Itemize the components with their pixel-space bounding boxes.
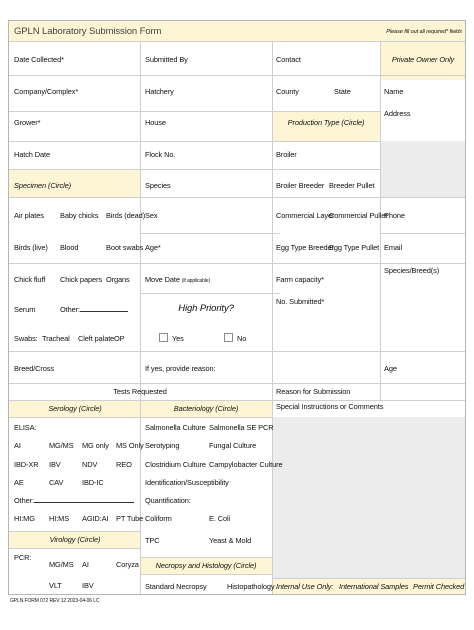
cav-option[interactable]: CAV bbox=[49, 478, 64, 487]
ai-elisa-option[interactable]: AI bbox=[14, 441, 21, 450]
chick-fluff-option[interactable]: Chick fluff bbox=[14, 275, 46, 284]
high-priority-label: High Priority? bbox=[178, 303, 234, 314]
sex-field[interactable]: Sex bbox=[145, 211, 158, 220]
move-date-note: (if applicable) bbox=[181, 278, 211, 284]
form-title: GPLN Laboratory Submission Form bbox=[14, 26, 162, 37]
pttube-option[interactable]: PT Tube bbox=[116, 514, 144, 523]
broiler-option[interactable]: Broiler bbox=[276, 150, 297, 159]
clostridium-culture-option[interactable]: Clostridium Culture bbox=[145, 460, 206, 469]
salmonella-se-pcr-option[interactable]: Salmonella SE PCR bbox=[209, 423, 274, 432]
ibdic-option[interactable]: IBD-IC bbox=[82, 478, 104, 487]
cleft-palate-option[interactable]: Cleft palate bbox=[78, 334, 115, 343]
coliform-option[interactable]: Coliform bbox=[145, 514, 172, 523]
priority-reason-field[interactable]: If yes, provide reason: bbox=[145, 364, 216, 373]
phone-field[interactable]: Phone bbox=[384, 211, 405, 220]
egg-type-breeder-option[interactable]: Egg Type Breeder bbox=[276, 243, 334, 252]
necropsy-header: Necropsy and Histology (Circle) bbox=[155, 561, 257, 570]
pcr-label: PCR: bbox=[14, 553, 32, 562]
identification-option[interactable]: Identification/Susceptibility bbox=[145, 478, 229, 487]
flock-no-field[interactable]: Flock No. bbox=[145, 150, 176, 159]
international-samples-option[interactable]: International Samples bbox=[339, 582, 409, 591]
grower-field[interactable]: Grower* bbox=[14, 118, 41, 127]
broiler-breeder-option[interactable]: Broiler Breeder bbox=[276, 181, 325, 190]
special-instructions-field[interactable]: Special Instructions or Comments bbox=[276, 402, 384, 411]
pcr-ai-option[interactable]: AI bbox=[82, 560, 89, 569]
other-specimen-field[interactable] bbox=[60, 305, 128, 314]
op-option[interactable]: OP bbox=[114, 334, 125, 343]
mgms-elisa-option[interactable]: MG/MS bbox=[49, 441, 74, 450]
other-specimen-label: Other: bbox=[60, 305, 80, 314]
birds-dead-option[interactable]: Birds (dead) bbox=[106, 211, 146, 220]
comments-shade bbox=[272, 417, 465, 578]
move-date-field[interactable] bbox=[145, 275, 210, 286]
address-shade bbox=[380, 141, 465, 197]
no-submitted-field[interactable]: No. Submitted* bbox=[276, 297, 325, 306]
breed-cross-field[interactable]: Breed/Cross bbox=[14, 364, 54, 373]
email-field[interactable]: Email bbox=[384, 243, 402, 252]
pcr-mgms-option[interactable]: MG/MS bbox=[49, 560, 74, 569]
age-field[interactable]: Age* bbox=[145, 243, 161, 252]
submission-form bbox=[8, 20, 466, 595]
himg-option[interactable]: HI:MG bbox=[14, 514, 35, 523]
coryza-option[interactable]: Coryza bbox=[116, 560, 139, 569]
birds-live-option[interactable]: Birds (live) bbox=[14, 243, 48, 252]
hatch-date-field[interactable]: Hatch Date bbox=[14, 150, 50, 159]
commercial-pullet-option[interactable]: Commercial Pullet bbox=[329, 211, 388, 220]
breeder-pullet-option[interactable]: Breeder Pullet bbox=[329, 181, 375, 190]
address-field[interactable]: Address bbox=[384, 109, 411, 118]
private-owner-header: Private Owner Only bbox=[391, 55, 455, 64]
ndv-option[interactable]: NDV bbox=[82, 460, 98, 469]
serotyping-option[interactable]: Serotyping bbox=[145, 441, 180, 450]
contact-field[interactable]: Contact bbox=[276, 55, 301, 64]
other-test-line bbox=[34, 496, 134, 503]
elisa-label: ELISA: bbox=[14, 423, 37, 432]
farm-capacity-field[interactable]: Farm capacity* bbox=[276, 275, 324, 284]
virology-header: Virology (Circle) bbox=[49, 535, 101, 544]
tracheal-option[interactable]: Tracheal bbox=[42, 334, 70, 343]
submitted-by-field[interactable]: Submitted By bbox=[145, 55, 188, 64]
baby-chicks-option[interactable]: Baby chicks bbox=[60, 211, 99, 220]
ms-only-option[interactable]: MS Only bbox=[116, 441, 144, 450]
campylobacter-culture-option[interactable]: Campylobacter Culture bbox=[209, 460, 283, 469]
mg-only-option[interactable]: MG only bbox=[82, 441, 109, 450]
owner-age-field[interactable]: Age bbox=[384, 364, 397, 373]
serum-option[interactable]: Serum bbox=[14, 305, 36, 314]
ibdxr-option[interactable]: IBD-XR bbox=[14, 460, 39, 469]
egg-type-pullet-option[interactable]: Egg Type Pullet bbox=[329, 243, 380, 252]
salmonella-culture-option[interactable]: Salmonella Culture bbox=[145, 423, 206, 432]
priority-no-checkbox[interactable] bbox=[224, 333, 233, 342]
standard-necropsy-option[interactable]: Standard Necropsy bbox=[145, 582, 207, 591]
ecoli-option[interactable]: E. Coli bbox=[209, 514, 231, 523]
required-note: Please fill out all required* fields bbox=[386, 29, 462, 35]
species-breed-field[interactable]: Species/Breed(s) bbox=[384, 266, 440, 275]
vlt-option[interactable]: VLT bbox=[49, 581, 62, 590]
owner-name-field[interactable]: Name bbox=[384, 87, 404, 96]
reo-option[interactable]: REO bbox=[116, 460, 132, 469]
ae-option[interactable]: AE bbox=[14, 478, 24, 487]
serology-header: Serology (Circle) bbox=[48, 404, 102, 413]
agidai-option[interactable]: AGID:AI bbox=[82, 514, 109, 523]
chick-papers-option[interactable]: Chick papers bbox=[60, 275, 102, 284]
boot-swabs-option[interactable]: Boot swabs bbox=[106, 243, 144, 252]
house-field[interactable]: House bbox=[145, 118, 166, 127]
swabs-label: Swabs: bbox=[14, 334, 38, 343]
other-specimen-line bbox=[80, 305, 128, 312]
tests-requested-header: Tests Requested bbox=[113, 387, 167, 396]
permit-checked-option[interactable]: Permit Checked bbox=[413, 582, 465, 591]
internal-use-label: Internal Use Only: bbox=[276, 582, 334, 591]
ibv-option[interactable]: IBV bbox=[49, 460, 61, 469]
priority-yes-label: Yes bbox=[172, 334, 184, 343]
reason-for-submission-field[interactable]: Reason for Submission bbox=[276, 387, 351, 396]
tpc-option[interactable]: TPC bbox=[145, 536, 160, 545]
move-date-label: Move Date bbox=[145, 275, 180, 284]
pcr-ibv-option[interactable]: IBV bbox=[82, 581, 94, 590]
hatchery-field[interactable]: Hatchery bbox=[145, 87, 174, 96]
form-id: GPLN FORM 072 REV 12 2023-04-06 LC bbox=[10, 598, 100, 604]
other-test-label: Other: bbox=[14, 496, 34, 505]
state-field[interactable]: State bbox=[334, 87, 351, 96]
date-collected-field[interactable]: Date Collected* bbox=[14, 55, 64, 64]
bacteriology-header: Bacteriology (Circle) bbox=[173, 404, 239, 413]
blood-option[interactable]: Blood bbox=[60, 243, 79, 252]
company-field[interactable]: Company/Complex* bbox=[14, 87, 79, 96]
air-plates-option[interactable]: Air plates bbox=[14, 211, 44, 220]
quantification-label: Quantification: bbox=[145, 496, 191, 505]
priority-no-label: No bbox=[237, 334, 247, 343]
other-test-field[interactable] bbox=[14, 496, 134, 505]
commercial-layer-option[interactable]: Commercial Layer bbox=[276, 211, 335, 220]
species-field[interactable]: Species bbox=[145, 181, 171, 190]
hims-option[interactable]: HI:MS bbox=[49, 514, 70, 523]
organs-option[interactable]: Organs bbox=[106, 275, 130, 284]
county-field[interactable]: County bbox=[276, 87, 299, 96]
priority-yes-checkbox[interactable] bbox=[159, 333, 168, 342]
fungal-culture-option[interactable]: Fungal Culture bbox=[209, 441, 257, 450]
specimen-header: Specimen (Circle) bbox=[14, 181, 72, 190]
production-type-header: Production Type (Circle) bbox=[287, 118, 365, 127]
histopathology-option[interactable]: Histopathology bbox=[227, 582, 275, 591]
yeast-mold-option[interactable]: Yeast & Mold bbox=[209, 536, 252, 545]
